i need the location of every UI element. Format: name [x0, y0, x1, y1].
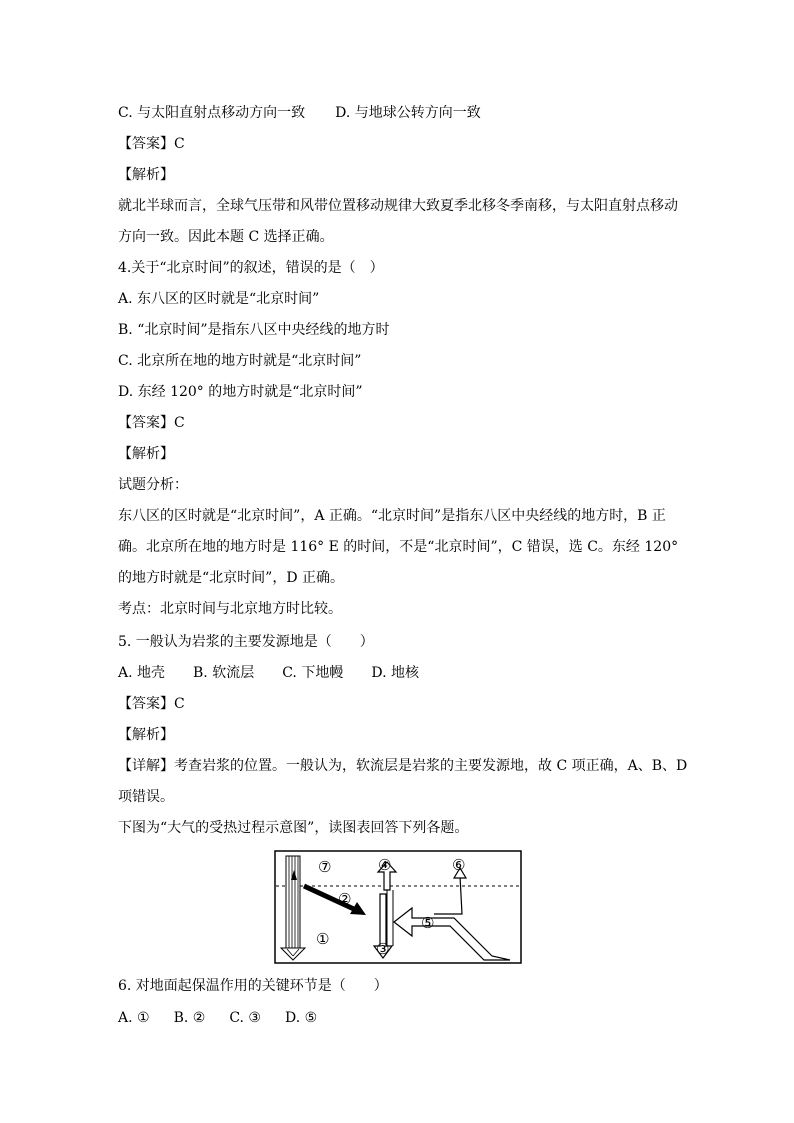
label-3: ③: [376, 940, 390, 958]
analysis-text: 就北半球而言，全球气压带和风带位置移动规律大致夏季北移冬季南移，与太阳直射点移动: [118, 198, 678, 214]
analysis-heading: 试题分析：: [118, 477, 188, 493]
option-row-q3: [118, 103, 678, 123]
analysis-text: 项错误。: [118, 789, 174, 805]
answer-label: 【答案】C: [118, 696, 185, 712]
option-row-q6: [118, 1008, 678, 1028]
analysis-text: 方向一致。因此本题 C 选择正确。: [118, 229, 334, 245]
label-2: ②: [338, 890, 352, 908]
option-b: B. ②: [173, 1010, 206, 1026]
key-point: 考点：北京时间与北京地方时比较。: [118, 601, 342, 617]
option-row-q5: [118, 663, 678, 683]
option-c: C. 北京所在地的地方时就是“北京时间”: [118, 353, 362, 369]
option-d: D. 地核: [371, 665, 419, 681]
option-c: C. 下地幔: [282, 665, 344, 681]
option-b: B. 软流层: [193, 665, 255, 681]
label-6: ⑥: [452, 856, 466, 874]
option-d: D. 东经 120° 的地方时就是“北京时间”: [118, 384, 363, 400]
label-5: ⑤: [421, 914, 435, 932]
analysis-label: 【解析】: [118, 727, 174, 743]
analysis-text: 东八区的区时就是“北京时间”，A 正确。“北京时间”是指东八区中央经线的地方时，B 正: [118, 508, 666, 524]
question-4: 4.关于“北京时间”的叙述，错误的是（ ）: [118, 260, 384, 276]
figure-intro: 下图为“大气的受热过程示意图”，读图表回答下列各题。: [118, 820, 469, 836]
analysis-text: 确。北京所在地的地方时是 116° E 的时间，不是“北京时间”，C 错误，选 C。东经 120°: [118, 539, 679, 555]
option-a: A. 东八区的区时就是“北京时间”: [118, 291, 320, 307]
analysis-label: 【解析】: [118, 167, 174, 183]
option-a: A. ①: [118, 1010, 150, 1026]
option-c: C. 与太阳直射点移动方向一致: [118, 105, 306, 121]
analysis-label: 【解析】: [118, 446, 174, 462]
label-7: ⑦: [318, 858, 332, 876]
label-4: ④: [378, 856, 392, 874]
option-a: A. 地壳: [118, 665, 166, 681]
answer-label: 【答案】C: [118, 136, 185, 152]
question-6: 6. 对地面起保温作用的关键环节是（ ）: [118, 978, 388, 994]
option-c: C. ③: [229, 1010, 261, 1026]
label-1: ①: [316, 930, 330, 948]
question-5: 5. 一般认为岩浆的主要发源地是（ ）: [118, 634, 374, 650]
option-b: B. “北京时间”是指东八区中央经线的地方时: [118, 322, 390, 338]
answer-label: 【答案】C: [118, 415, 185, 431]
option-d: D. 与地球公转方向一致: [335, 105, 481, 121]
analysis-text: 的地方时就是“北京时间”，D 正确。: [118, 570, 344, 586]
atmosphere-heating-diagram: [274, 850, 522, 964]
option-d: D. ⑤: [284, 1010, 318, 1026]
analysis-text: 【详解】考查岩浆的位置。一般认为，软流层是岩浆的主要发源地，故 C 项正确，A、B、D: [118, 758, 688, 774]
diagram-frame: [275, 851, 521, 963]
